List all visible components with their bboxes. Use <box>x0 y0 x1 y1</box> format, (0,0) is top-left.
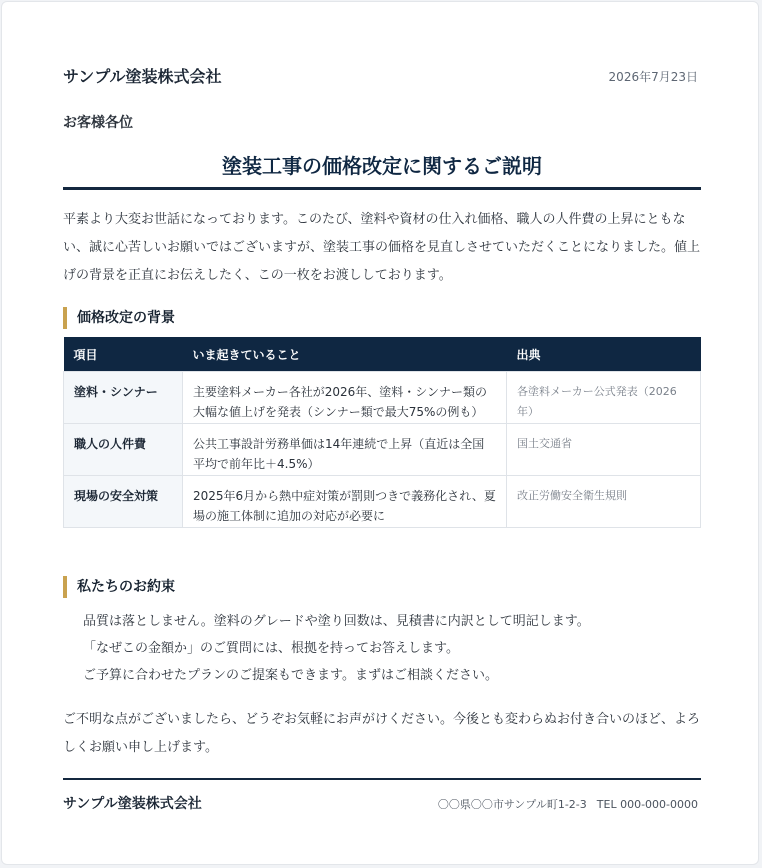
table-row <box>64 476 701 528</box>
column-header-now: いま起きていること <box>183 337 507 372</box>
promise-section-heading: 私たちのお約束 <box>63 576 175 598</box>
list-item: 「なぜこの金額か」のご質問には、根拠を持ってお答えします。 <box>83 641 459 656</box>
row-description: 主要塗料メーカー各社が2026年、塗料・シンナー類の大幅な値上げを発表（シンナー類で最大75%の例も） <box>183 372 507 424</box>
row-source: 改正労働安全衛生規則 <box>507 476 701 528</box>
row-item: 職人の人件費 <box>64 424 183 476</box>
promise-list <box>83 608 703 689</box>
row-description: 公共工事設計労務単価は14年連続で上昇（直近は全国平均で前年比＋4.5%） <box>183 424 507 476</box>
company-name-header: サンプル塗装株式会社 <box>63 67 222 86</box>
list-item: 品質は落としません。塗料のグレードや塗り回数は、見積書に内訳として明記します。 <box>83 614 590 629</box>
column-header-item: 項目 <box>64 337 183 372</box>
table-row <box>64 372 701 424</box>
table-header-row <box>64 337 701 372</box>
background-section-heading: 価格改定の背景 <box>63 307 175 329</box>
footer-divider <box>63 778 701 780</box>
row-source: 国土交通省 <box>507 424 701 476</box>
intro-paragraph: 平素より大変お世話になっております。このたび、塗料や資材の仕入れ価格、職人の人件費の上昇にともない、誠に心苦しいお願いではございますが、塗装工事の価格を見直しさせていただくことになりました。値上げの背景を正直にお伝えしたく、この一枚をお渡ししております。 <box>63 212 701 283</box>
title-divider <box>63 187 701 190</box>
row-item: 塗料・シンナー <box>64 372 183 424</box>
list-item: ご予算に合わせたプランのご提案もできます。まずはご相談ください。 <box>83 668 498 683</box>
document-page <box>1 1 759 865</box>
recipient-salutation: お客様各位 <box>63 115 133 131</box>
row-source: 各塗料メーカー公式発表（2026年） <box>507 372 701 424</box>
closing-paragraph: ご不明な点がございましたら、どうぞお気軽にお声がけください。今後とも変わらぬお付き合いのほど、よろしくお願い申し上げます。 <box>63 712 701 755</box>
row-description: 2025年6月から熱中症対策が罰則つきで義務化され、夏場の施工体制に追加の対応が必要に <box>183 476 507 528</box>
row-item: 現場の安全対策 <box>64 476 183 528</box>
company-address: 〇〇県〇〇市サンプル町1-2-3 <box>437 798 587 811</box>
document-title: 塗装工事の価格改定に関するご説明 <box>222 154 542 178</box>
contact-info <box>438 796 698 812</box>
column-header-source: 出典 <box>507 337 701 372</box>
company-name-footer: サンプル塗装株式会社 <box>63 796 202 812</box>
company-phone: TEL 000-000-0000 <box>596 798 698 811</box>
price-background-table <box>63 337 701 528</box>
issue-date: 2026年7月23日 <box>608 70 698 84</box>
table-row <box>64 424 701 476</box>
